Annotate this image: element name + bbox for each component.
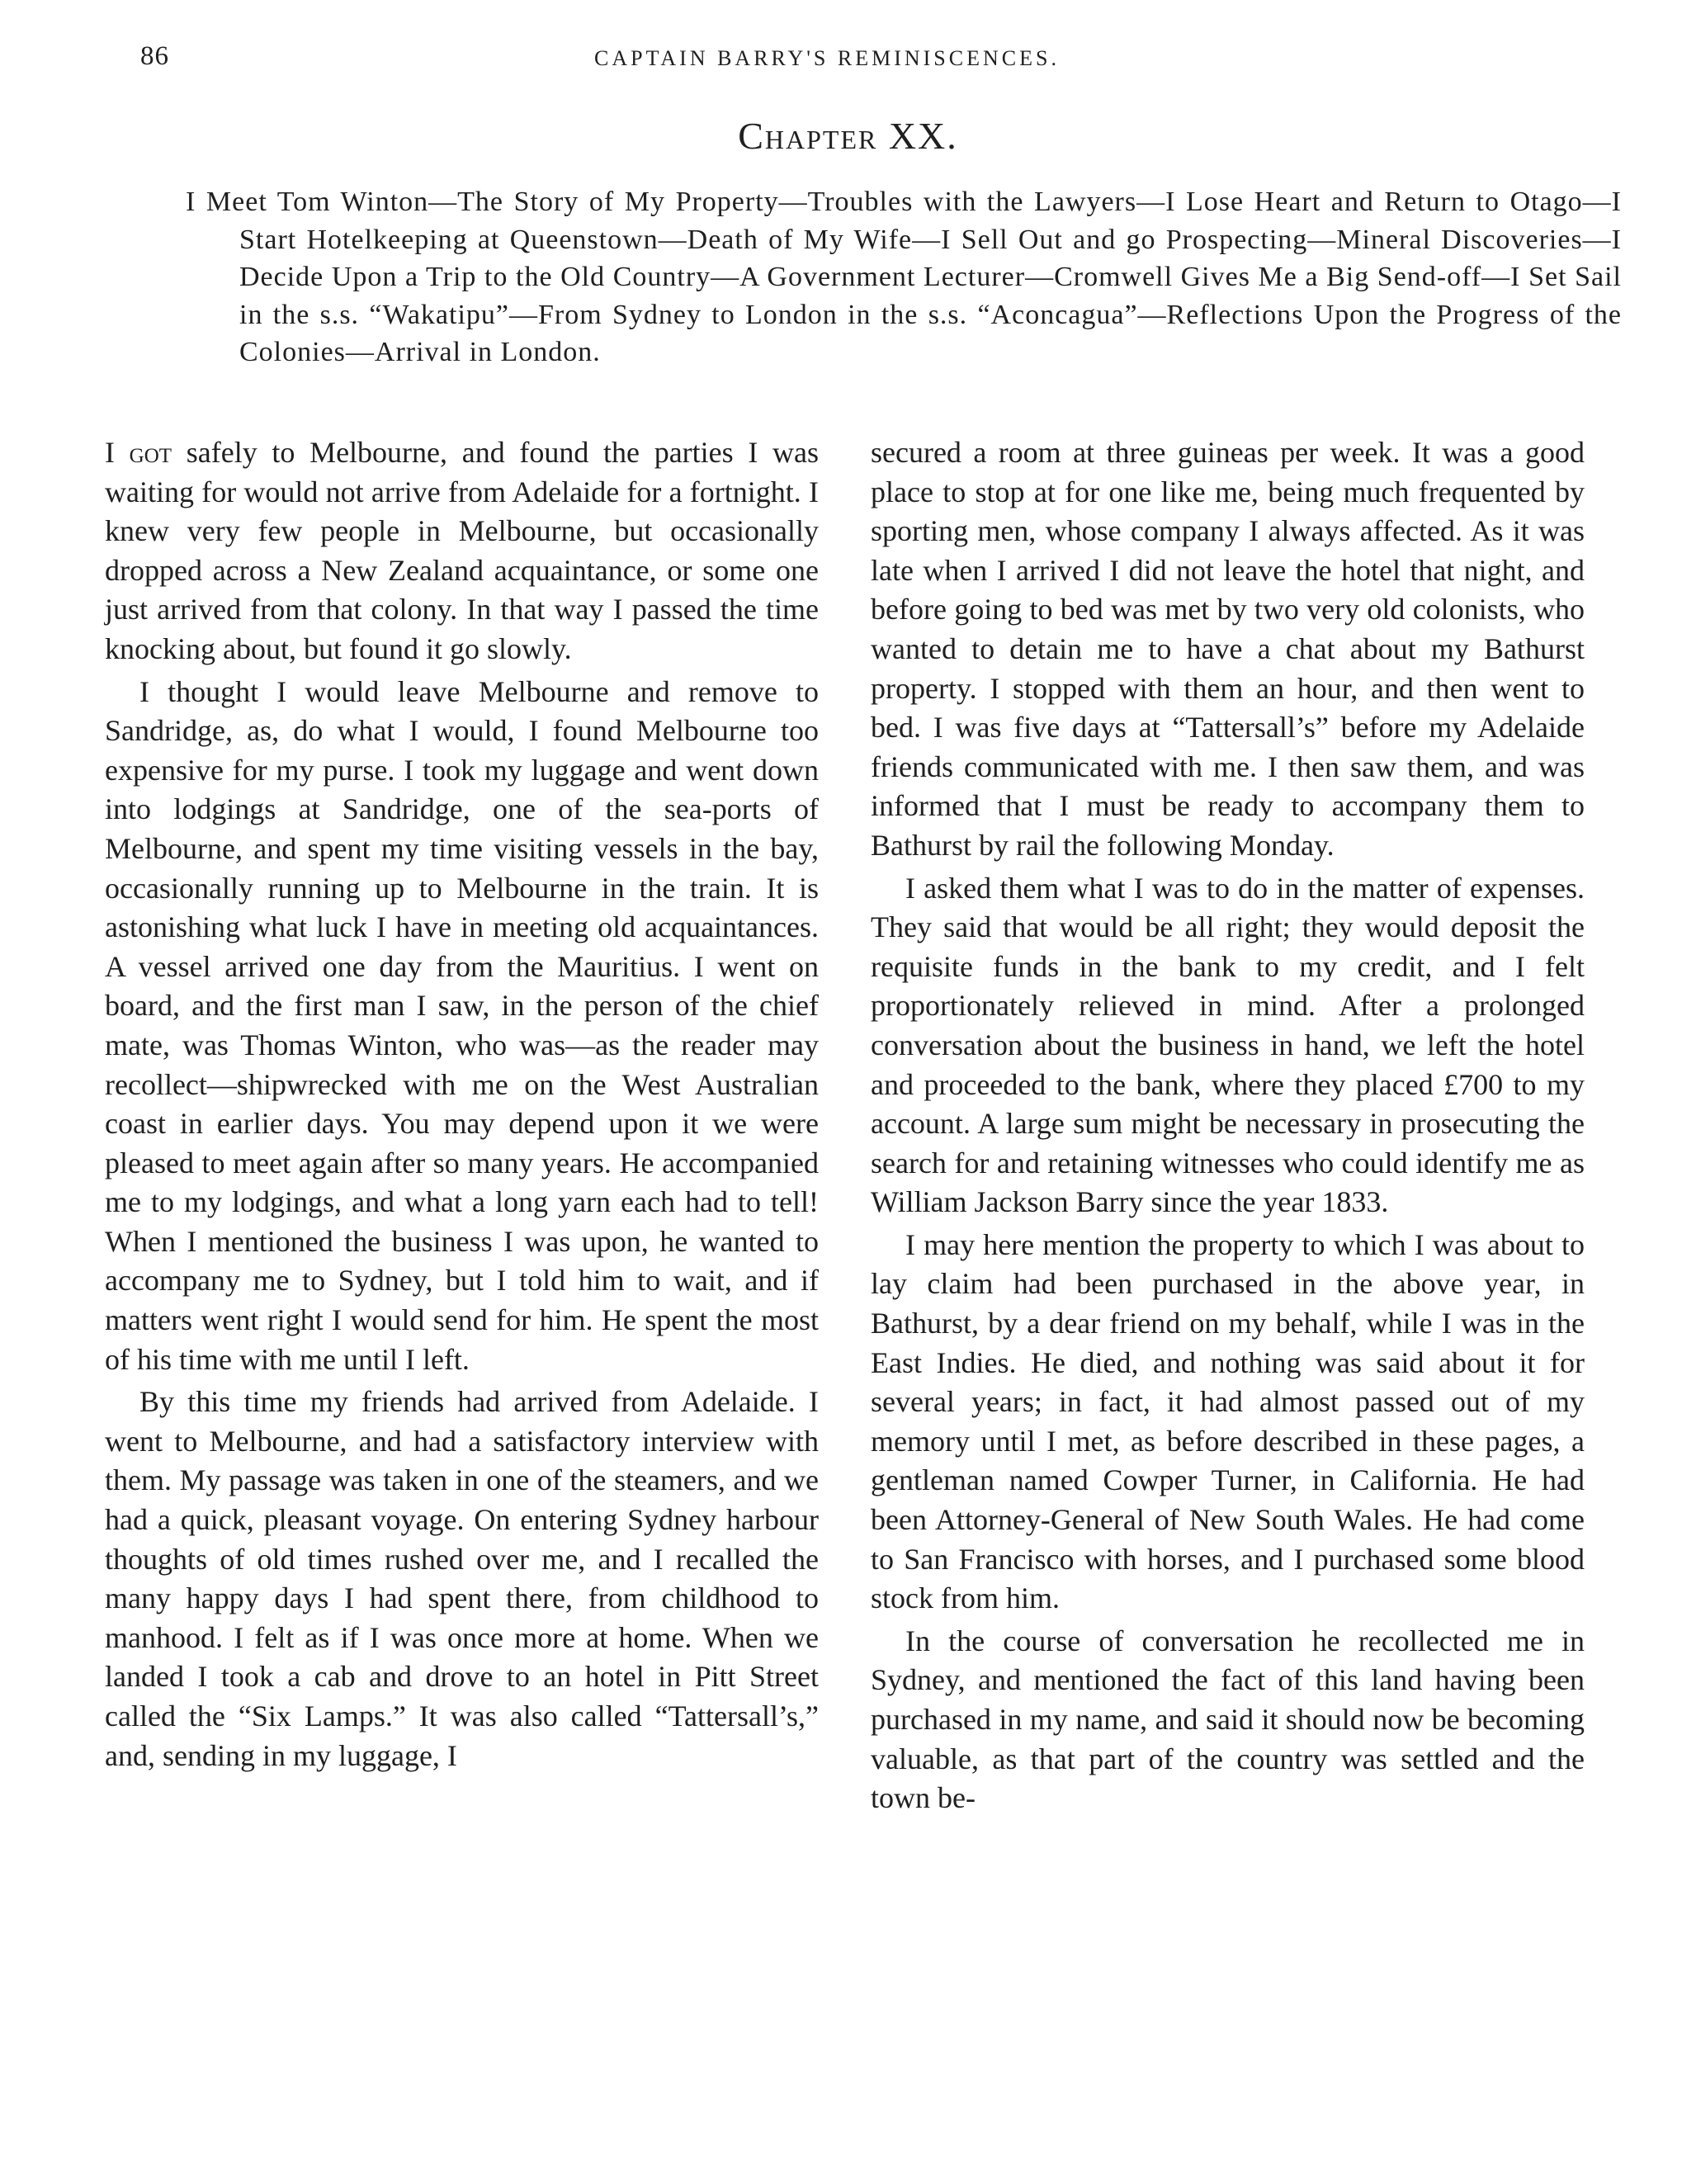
running-title: CAPTAIN BARRY'S REMINISCENCES. [594, 46, 1060, 70]
page-number: 86 [140, 41, 169, 71]
chapter-title [0, 114, 1696, 158]
paragraph [105, 433, 819, 669]
drop-lead: I got [105, 436, 172, 469]
chapter-summary: I Meet Tom Winton—The Story of My Property—Troubles with the Lawyers—I Lose Heart and Return to Otago—I Start Hotelkeeping at Queenstown—Death of My Wife—I Sell Out and go Prospecting—Mineral Discoveries—I Decide Upon a Trip to the Old Country—A Government Lecturer—Cromwell Gives Me a Big Send-off—I Set Sail in the s.s. “Wakatipu”—From Sydney to London in the s.s. “Aconcagua”—Reflections Upon the Progress of the Colonies—Arrival in London. [186, 187, 1622, 367]
paragraph: I thought I would leave Melbourne and remove to Sandridge, as, do what I would, I found Melbourne too expensive for my purse. I took my luggage and went down into lodgings at Sandridge, one of the sea-ports of Melbourne, and spent my time visiting vessels in the bay, occasionally running up to Melbourne in the train. It is astonishing what luck I have in meeting old acquaintances. A vessel arrived one day from the Mauritius. I went on board, and the first man I saw, in the person of the chief mate, was Thomas Winton, who was—as the reader may recollect—shipwrecked with me on the West Australian coast in earlier days. You may depend upon it we were pleased to meet again after so many years. He accompanied me to my lodgings, and what a long yarn each had to tell! When I mentioned the business I was upon, he wanted to accompany me to Sydney, but I told him to wait, and if matters went right I would send for him. He spent the most of his time with me until I left. [105, 674, 819, 1376]
paragraph: I may here mention the property to which I was about to lay claim had been purchased in the above year, in Bathurst, by a dear friend on my behalf, while I was in the East Indies. He died, and nothing was said about it for several years; in fact, it had almost passed out of my memory until I met, as before described in these pages, a gentleman named Cowper Turner, in California. He had been Attorney-General of New South Wales. He had come to San Francisco with horses, and I purchased some blood stock from him. [871, 1227, 1585, 1615]
paragraph: In the course of conversation he recollected me in Sydney, and mentioned the fact of this land having been purchased in my name, and said it should now be becoming valuable, as that part of the country was settled and the town be- [871, 1624, 1585, 1815]
left-column [105, 433, 819, 1775]
paragraph-text: safely to Melbourne, and found the parties I was waiting for would not arrive from Adelaide for a fortnight. I knew very few people in Melbourne, but occasionally dropped across a New Zealand acquaintance, or some one just arrived from that colony. In that way I passed the time knocking about, but found it go slowly. [105, 436, 820, 665]
right-column [871, 433, 1585, 1818]
chapter-title-text: Chapter XX. [738, 115, 958, 157]
paragraph: I asked them what I was to do in the matter of expenses. They said that would be all right; they would deposit the requisite funds in the bank to my credit, and I felt proportionately relieved in mind. After a prolonged conversation about the business in hand, we left the hotel and proceeded to the bank, where they placed £700 to my account. A large sum might be necessary in prosecuting the search for and retaining witnesses who could identify me as William Jackson Barry since the year 1833. [871, 871, 1585, 1219]
paragraph: By this time my friends had arrived from Adelaide. I went to Melbourne, and had a satisfactory interview with them. My passage was taken in one of the steamers, and we had a quick, pleasant voyage. On entering Sydney harbour thoughts of old times rushed over me, and I recalled the many happy days I had spent there, from childhood to manhood. I felt as if I was once more at home. When we landed I took a cab and drove to an hotel in Pitt Street called the “Six Lamps.” It was also called “Tattersall’s,” and, sending in my luggage, I [105, 1385, 819, 1772]
paragraph: secured a room at three guineas per week. It was a good place to stop at for one like me, being much frequented by sporting men, whose company I always affected. As it was late when I arrived I did not leave the hotel that night, and before going to bed was met by two very old colonists, who wanted to detain me to have a chat about my Bathurst property. I stopped with them an hour, and then went to bed. I was five days at “Tattersall’s” before my Adelaide friends communicated with me. I then saw them, and was informed that I must be ready to accompany them to Bathurst by rail the following Monday. [871, 436, 1585, 862]
running-head [140, 41, 1626, 83]
